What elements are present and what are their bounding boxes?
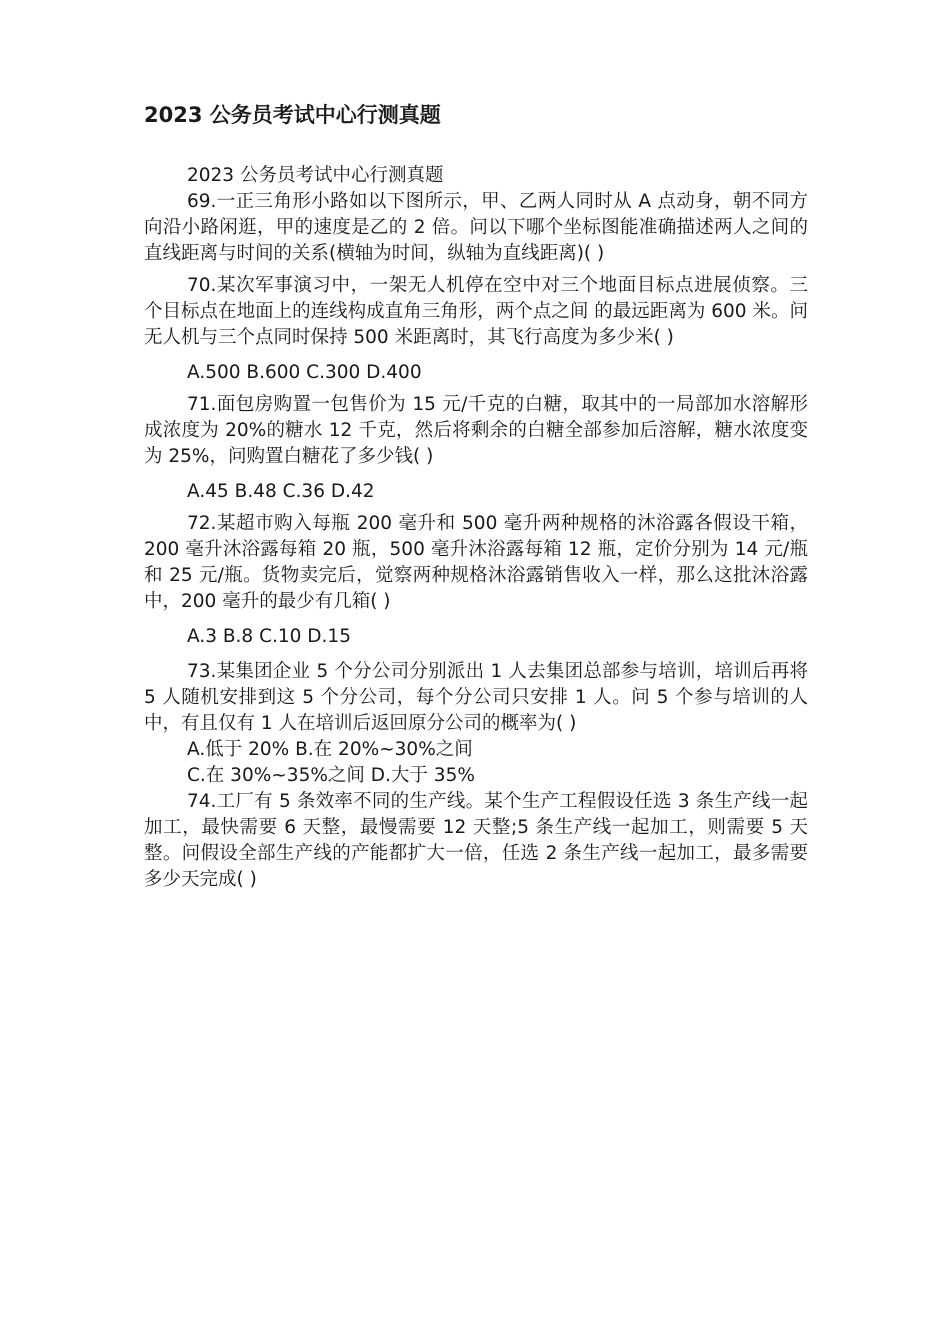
question-69: 69.一正三角形小路如以下图所示，甲、乙两人同时从 A 点动身，朝不同方向沿小路闲逛，甲的速度是乙的 2 倍。问以下哪个坐标图能准确描述两人之间的直线距离与时间的关系(横轴为时间，纵轴为直线距离)( ): [144, 191, 808, 264]
question-72: 72.某超市购入每瓶 200 毫升和 500 毫升两种规格的沐浴露各假设干箱，200 毫升沐浴露每箱 20 瓶，500 毫升沐浴露每箱 12 瓶，定价分别为 14 元/瓶和 25 元/瓶。货物卖完后，觉察两种规格沐浴露销售收入一样，那么这批沐浴露中，200 毫升的最少有几箱( ): [144, 513, 808, 612]
document-body: [144, 163, 808, 893]
question-74: 74.工厂有 5 条效率不同的生产线。某个生产工程假设任选 3 条生产线一起加工，最快需要 6 天整，最慢需要 12 天整;5 条生产线一起加工，则需要 5 天整。问假设全部生产线的产能都扩大一倍，任选 2 条生产线一起加工，最多需要多少天完成( ): [144, 791, 808, 890]
question-71: 71.面包房购置一包售价为 15 元/千克的白糖，取其中的一局部加水溶解形成浓度为 20%的糖水 12 千克，然后将剩余的白糖全部参加后溶解，糖水浓度变为 25%，问购置白糖花了多少钱( ): [144, 394, 808, 467]
question-73-options-line-1: A.低于 20% B.在 20%~30%之间: [187, 739, 473, 760]
question-73-options-line-2: C.在 30%~35%之间 D.大于 35%: [187, 765, 475, 786]
document-subtitle: 2023 公务员考试中心行测真题: [187, 165, 444, 186]
question-70: 70.某次军事演习中，一架无人机停在空中对三个地面目标点进展侦察。三个目标点在地面上的连线构成直角三角形，两个点之间 的最远距离为 600 米。问无人机与三个点同时保持 500 米距离时，其飞行高度为多少米( ): [144, 275, 808, 348]
question-73: 73.某集团企业 5 个分公司分别派出 1 人去集团总部参与培训，培训后再将 5 人随机安排到这 5 个分公司，每个分公司只安排 1 人。问 5 个参与培训的人中，有且仅有 1 人在培训后返回原分公司的概率为( ): [144, 661, 808, 734]
question-72-options: A.3 B.8 C.10 D.15: [187, 626, 351, 647]
question-70-options: A.500 B.600 C.300 D.400: [187, 362, 422, 383]
document-title: 2023 公务员考试中心行测真题: [144, 103, 441, 127]
question-71-options: A.45 B.48 C.36 D.42: [187, 481, 375, 502]
